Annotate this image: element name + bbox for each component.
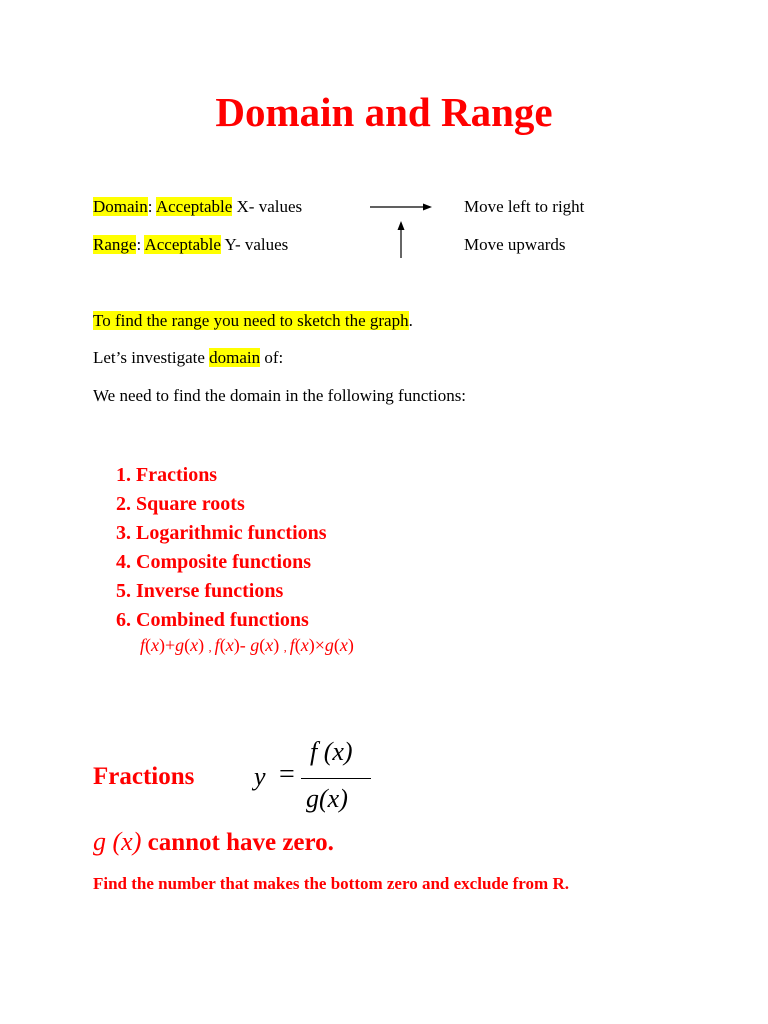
fraction-denominator: g(x) bbox=[306, 784, 348, 813]
expr-separator: , bbox=[283, 640, 290, 654]
function-type-list bbox=[116, 461, 327, 635]
list-item: 5. Inverse functions bbox=[116, 580, 284, 602]
instruction-text: Find the number that makes the bottom zero and exclude from R. bbox=[93, 874, 569, 893]
expr-token: f bbox=[289, 635, 295, 655]
condition-math: g (x) bbox=[93, 827, 142, 856]
page-title: Domain and Range bbox=[215, 89, 553, 135]
expr-token: g bbox=[324, 635, 334, 655]
equals-sign: = bbox=[279, 759, 295, 790]
range-direction: Move upwards bbox=[464, 235, 566, 254]
expr-token: ) bbox=[159, 635, 166, 655]
expr-separator: , bbox=[208, 640, 215, 654]
expr-token: + bbox=[165, 635, 176, 655]
expr-token: ( bbox=[333, 635, 340, 655]
expr-token: × bbox=[314, 635, 325, 655]
expr-token: x bbox=[339, 635, 348, 655]
range-note-highlight: To find the range you need to sketch the graph bbox=[93, 311, 409, 330]
investigate-highlight: domain bbox=[209, 348, 261, 367]
fractions-heading: Fractions bbox=[93, 763, 195, 790]
product-expression bbox=[290, 635, 354, 655]
range-qualifier: Acceptable bbox=[144, 235, 221, 254]
intro-line: We need to find the domain in the following functions: bbox=[93, 386, 467, 405]
sum-expression bbox=[140, 635, 209, 655]
domain-colon: : bbox=[147, 197, 153, 216]
expr-token: x bbox=[225, 635, 234, 655]
domain-text: X- values bbox=[232, 197, 303, 216]
expr-token: ( bbox=[145, 635, 152, 655]
list-item: 2. Square roots bbox=[116, 493, 245, 515]
expr-token: - bbox=[239, 635, 246, 655]
expr-token: ) bbox=[308, 635, 315, 655]
zero-condition bbox=[93, 827, 334, 857]
condition-text: cannot have zero. bbox=[141, 829, 334, 856]
expr-token: x bbox=[265, 635, 274, 655]
expr-token: x bbox=[190, 635, 199, 655]
up-arrow-icon bbox=[393, 220, 409, 260]
equation-lhs: y bbox=[254, 762, 266, 791]
domain-term: Domain bbox=[93, 197, 148, 216]
domain-qualifier: Acceptable bbox=[155, 197, 233, 216]
expr-token: ( bbox=[219, 635, 226, 655]
expr-token: x bbox=[151, 635, 160, 655]
difference-expression bbox=[215, 635, 284, 655]
fraction-numerator: f (x) bbox=[310, 737, 353, 766]
list-item: 4. Composite functions bbox=[116, 551, 312, 573]
list-item: 1. Fractions bbox=[116, 464, 218, 486]
list-item: 6. Combined functions bbox=[116, 609, 309, 631]
range-colon: : bbox=[136, 235, 142, 254]
range-note bbox=[93, 311, 413, 331]
list-item: 3. Logarithmic functions bbox=[116, 522, 327, 544]
expr-token: ( bbox=[259, 635, 266, 655]
expr-token: g bbox=[175, 635, 185, 655]
range-definition bbox=[93, 235, 288, 255]
investigate-after: of: bbox=[260, 348, 284, 367]
expr-token: ) bbox=[347, 635, 354, 655]
expr-token: ( bbox=[184, 635, 191, 655]
domain-definition bbox=[93, 197, 302, 217]
expr-token: g bbox=[245, 635, 260, 655]
fraction-bar bbox=[301, 778, 371, 779]
expr-token: f bbox=[140, 635, 146, 655]
range-term: Range bbox=[93, 235, 137, 254]
investigate-line bbox=[93, 348, 283, 368]
expr-token: ) bbox=[198, 635, 205, 655]
domain-direction: Move left to right bbox=[464, 197, 585, 216]
range-text: Y- values bbox=[220, 235, 289, 254]
expr-token: ) bbox=[273, 635, 280, 655]
combined-expressions bbox=[140, 635, 354, 656]
expr-token: ( bbox=[294, 635, 301, 655]
expr-token: x bbox=[300, 635, 309, 655]
expr-token: f bbox=[214, 635, 220, 655]
expr-token: ) bbox=[233, 635, 240, 655]
investigate-before: Let’s investigate bbox=[93, 348, 210, 367]
range-note-end: . bbox=[408, 311, 413, 330]
right-arrow-icon bbox=[368, 199, 434, 215]
